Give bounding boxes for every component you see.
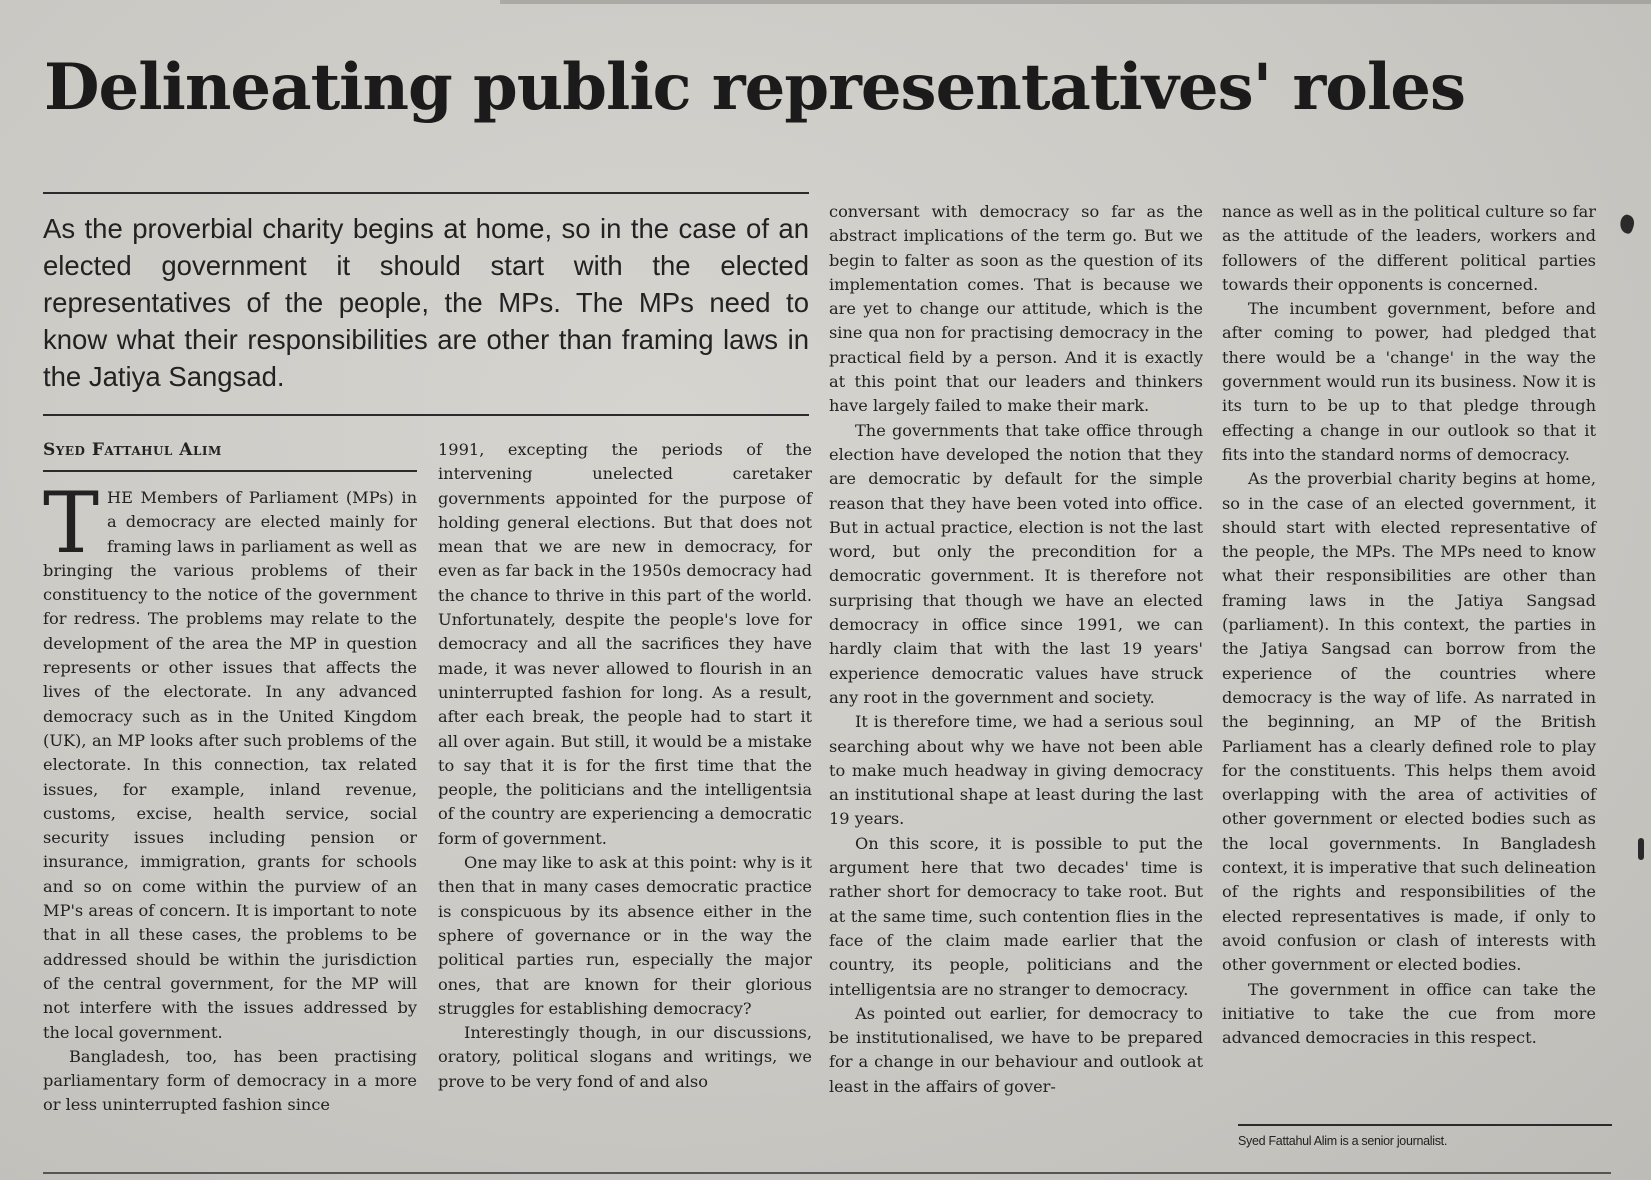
deck-top-rule (43, 192, 809, 194)
byline: Syed Fattahul Alim (43, 440, 222, 460)
paragraph: Bangladesh, too, has been practising parliamentary form of democracy in a more or less uninterrupted fashion since (43, 1046, 417, 1115)
drop-cap: T (43, 474, 100, 572)
ink-speck (1638, 838, 1644, 860)
paragraph (43, 474, 417, 1045)
bio-rule (1238, 1124, 1612, 1126)
paragraph: It is therefore time, we had a serious soul searching about why we have not been able to make much headway in giving democracy an institutional shape at least during the last 19 years. (829, 712, 1203, 829)
bottom-rule (43, 1172, 1611, 1174)
author-bio: Syed Fattahul Alim is a senior journalist. (1238, 1134, 1448, 1148)
paragraph: On this score, it is possible to put the argument here that two decades' time is rather short for democracy to take root. But at the same time, such contention flies in the face of the claim made earlier that the country, its people, politicians and the intelligentsia are no stranger to democracy. (829, 833, 1203, 999)
paragraph: nance as well as in the political culture so far as the attitude of the leaders, workers and followers of the different political parties towards their opponents is concerned. (1222, 202, 1596, 294)
byline-rule (43, 470, 417, 472)
column-3 (829, 200, 1203, 1099)
paragraph: The government in office can take the initiative to take the cue from more advanced democracies in this respect. (1222, 979, 1596, 1048)
paragraph: The governments that take office through election have developed the notion that they are democratic by default for the simple reason that they have been voted into office. But in actual practice, election is not the last word, but only the precondition for a democratic government. It is therefore not surprising that though we have an elected democracy in office since 1991, we can hardly claim that with the last 19 years' experience democratic values have struck any root in the government and society. (829, 420, 1203, 707)
paragraph: As the proverbial charity begins at home, so in the case of an elected government, it should start with elected representative of the people, the MPs. The MPs need to know what their responsibilities are other than framing laws in the Jatiya Sangsad (parliament). In this context, the parties in the Jatiya Sangsad can borrow from the experience of the countries where democracy is the way of life. As narrated in the beginning, an MP of the British Parliament has a clearly defined role to play for the constituents. This helps them avoid overlapping with the area of activities of other government or elected bodies such as the local governments. In Bangladesh context, it is imperative that such delineation of the rights and responsibilities of the elected representatives is made, if only to avoid confusion or clash of interests with other government or elected bodies. (1222, 469, 1596, 975)
deck-bottom-rule (43, 414, 809, 416)
ink-speck (1617, 213, 1636, 235)
top-edge-rule (500, 0, 1651, 4)
deck-summary: As the proverbial charity begins at home, so in the case of an elected government it should start with the elected representatives of the people, the MPs. The MPs need to know what their responsibilities are other than framing laws in the Jatiya Sangsad. (43, 213, 809, 392)
paragraph: conversant with democracy so far as the abstract implications of the term go. But we begin to falter as soon as the question of its implementation comes. That is because we are yet to change our attitude, which is the sine qua non for practising democracy in the practical field by a person. And it is exactly at this point that our leaders and thinkers have largely failed to make their mark. (829, 202, 1203, 416)
paragraph: The incumbent government, before and after coming to power, had pledged that there would be a 'change' in the way the government would run its business. Now it is its turn to be up to that pledge through effecting a change in our outlook so that it fits into the standard norms of democracy. (1222, 299, 1596, 464)
paragraph: One may like to ask at this point: why is it then that in many cases democratic practice is conspicuous by its absence either in the sphere of governance or in the way the political parties run, especially the major ones, that are known for their glorious struggles for establishing democracy? (438, 853, 812, 1018)
column-1 (43, 474, 417, 1118)
paragraph: Interestingly though, in our discussions, oratory, political slogans and writings, we prove to be very fond of and also (438, 1023, 812, 1091)
paragraph: As pointed out earlier, for democracy to be institutionalised, we have to be prepared for a change in our behaviour and outlook at least in the affairs of gover- (829, 1003, 1203, 1096)
paragraph: 1991, excepting the periods of the intervening unelected caretaker governments appointed for the purpose of holding general elections. But that does not mean that we are new in democracy, for even as far back in the 1950s democracy had the chance to thrive in this part of the world. Unfortunately, despite the people's love for democracy and all the sacrifices they have made, it was never allowed to flourish in an uninterrupted fashion for long. As a result, after each break, the people had to start it all over again. But still, it would be a mistake to say that it is for the first time that the people, the politicians and the intelligentsia of the country are experiencing a democratic form of government. (438, 440, 812, 848)
headline: Delineating public representatives' roles (44, 50, 1465, 125)
paragraph-text: HE Members of Parliament (MPs) in a democracy are elected mainly for framing laws in parliament as well as bringing the various problems of their constituency to the notice of the government for redress. The problems may relate to the development of the area the MP in question represents or other issues that affects the lives of the electorate. In any advanced democracy such as in the United Kingdom (UK), an MP looks after such problems of the electorate. In this connection, tax related issues, for example, inland revenue, customs, excise, health service, social security issues including pension or insurance, immigration, grants for schools and so on come within the purview of an MP's areas of concern. It is important to note that in all these cases, the problems to be addressed should be within the jurisdiction of the central government, for the MP will not interfere with the issues addressed by the local government. (43, 488, 417, 1042)
column-4 (1222, 200, 1596, 1050)
column-2 (438, 438, 812, 1094)
